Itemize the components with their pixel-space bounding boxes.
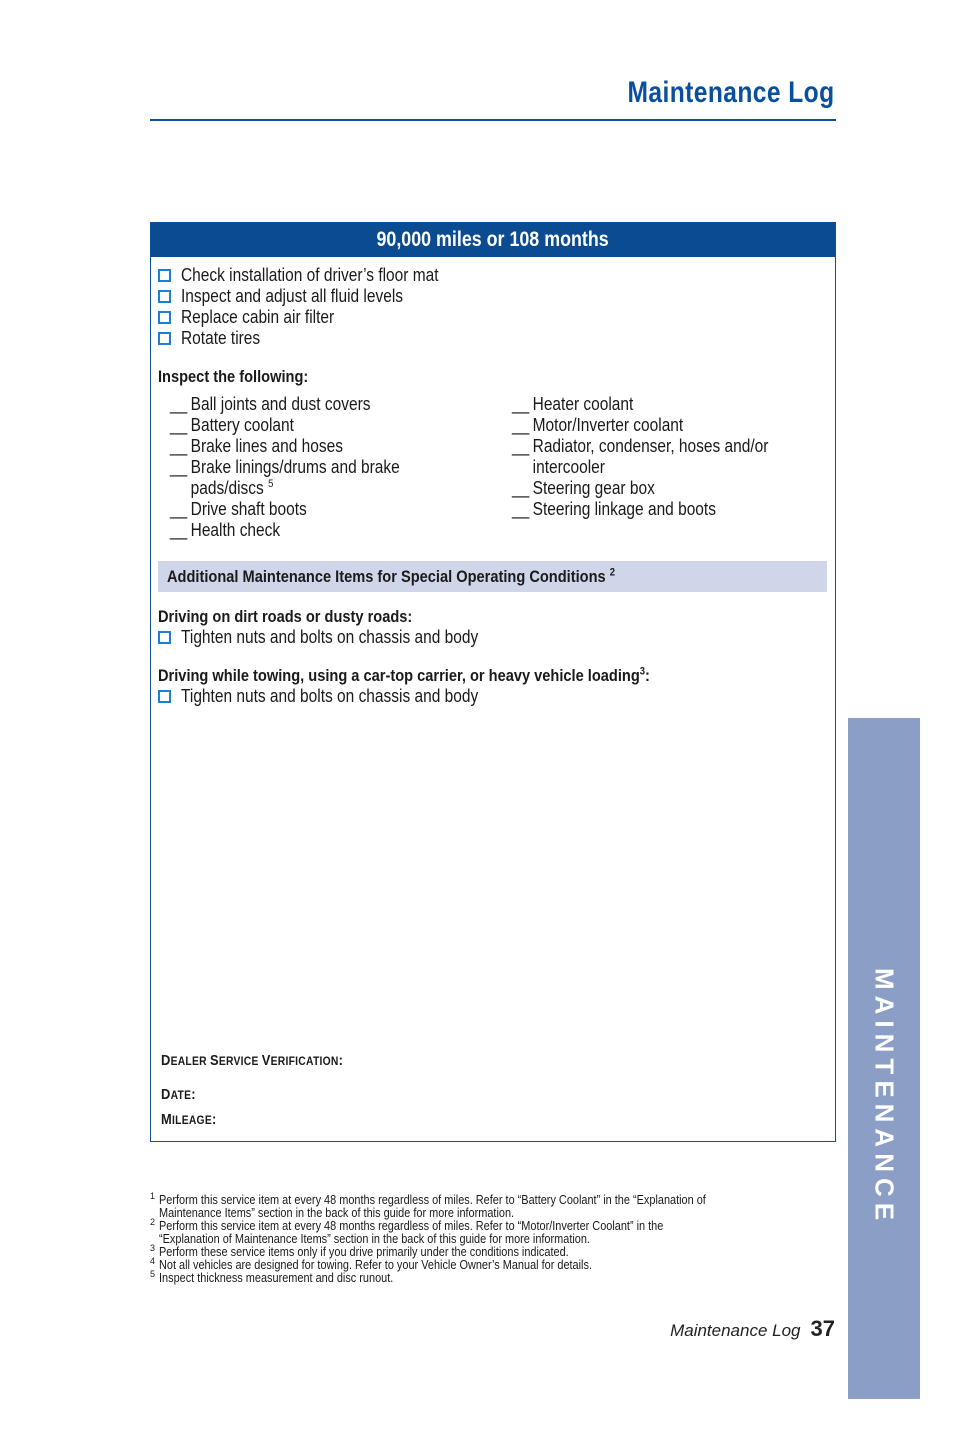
footnote: 1 Perform this service item at every 48 months regardless of miles. Refer to “Battery Coolant” in the “Explanation of Maintenance Items” section in the back of this guide for more information.: [150, 1191, 706, 1220]
checklist-item[interactable]: Check installation of driver’s floor mat: [158, 265, 480, 286]
footnote-ref: 3: [639, 665, 646, 678]
footnote: 5 Inspect thickness measurement and disc runout.: [150, 1269, 394, 1285]
date-label: DATE:: [161, 1086, 196, 1103]
checkbox[interactable]: [158, 690, 171, 703]
footer-label: Maintenance Log: [670, 1321, 801, 1340]
checkbox[interactable]: [158, 631, 171, 644]
inspect-item: __ Steering linkage and boots: [512, 499, 716, 519]
inspect-item: __ Battery coolant: [170, 415, 294, 435]
footnotes: [150, 1193, 840, 1284]
page-title: Maintenance Log: [627, 76, 835, 109]
checkbox[interactable]: [158, 311, 171, 324]
special-conditions-bar: [158, 561, 827, 592]
page-number: 37: [810, 1316, 835, 1341]
checklist-item[interactable]: Rotate tires: [158, 328, 480, 349]
checklist: [158, 265, 480, 349]
towing-item[interactable]: Tighten nuts and bolts on chassis and body: [158, 686, 527, 707]
inspect-item: __ Steering gear box: [512, 478, 655, 498]
inspect-item: __ Brake lines and hoses: [170, 436, 343, 456]
footnote-ref: 5: [268, 478, 274, 490]
checkbox[interactable]: [158, 269, 171, 282]
inspect-heading: Inspect the following:: [158, 367, 309, 386]
inspect-item: __ Heater coolant: [512, 394, 634, 414]
footnote: 3 Perform these service items only if you drive primarily under the conditions indicated.: [150, 1243, 569, 1259]
side-tab-label: MAINTENANCE: [869, 968, 900, 1227]
checklist-item[interactable]: Replace cabin air filter: [158, 307, 480, 328]
inspect-item: __ Brake linings/drums and brake: [170, 457, 400, 477]
inspect-item-continued: pads/discs $^5$: [190, 478, 274, 498]
inspect-item: __ Radiator, condenser, hoses and/or: [512, 436, 769, 456]
inspect-item: __ Health check: [170, 520, 281, 540]
inspect-item: __ Motor/Inverter coolant: [512, 415, 684, 435]
checkbox[interactable]: [158, 290, 171, 303]
footnote: 4 Not all vehicles are designed for towing. Refer to your Vehicle Owner’s Manual for details.: [150, 1256, 592, 1272]
dealer-verification-label: DEALER SERVICE VERIFICATION:: [161, 1052, 344, 1069]
mileage-label: MILEAGE:: [161, 1111, 217, 1128]
special-conditions-heading: Additional Maintenance Items for Special Operating Conditions: [167, 567, 606, 586]
section-side-tab: [848, 718, 920, 1399]
footnote: 2 Perform this service item at every 48 months regardless of miles. Refer to “Motor/Inverter Coolant” in the “Explanation of Maintenance Items” section in the back of this guide for more information.: [150, 1217, 664, 1246]
inspect-list-right: [512, 394, 810, 520]
dirt-roads-heading: Driving on dirt roads or dusty roads:: [158, 607, 413, 626]
inspect-item: __ Ball joints and dust covers: [170, 394, 371, 414]
title-rule: [150, 119, 836, 121]
dirt-roads-item[interactable]: Tighten nuts and bolts on chassis and body: [158, 627, 527, 648]
inspect-item: __ Drive shaft boots: [170, 499, 307, 519]
checklist-item[interactable]: Inspect and adjust all fluid levels: [158, 286, 480, 307]
towing-heading: Driving while towing, using a car-top carrier, or heavy vehicle loading$^3$:: [158, 665, 650, 685]
page-footer: [670, 1316, 835, 1342]
maintenance-box: [150, 222, 836, 1142]
inspect-item-continued: intercooler: [532, 457, 605, 477]
interval-header: 90,000 miles or 108 months: [151, 223, 835, 257]
footnote-ref: 2: [609, 566, 615, 579]
inspect-list-left: [170, 394, 437, 541]
checkbox[interactable]: [158, 332, 171, 345]
